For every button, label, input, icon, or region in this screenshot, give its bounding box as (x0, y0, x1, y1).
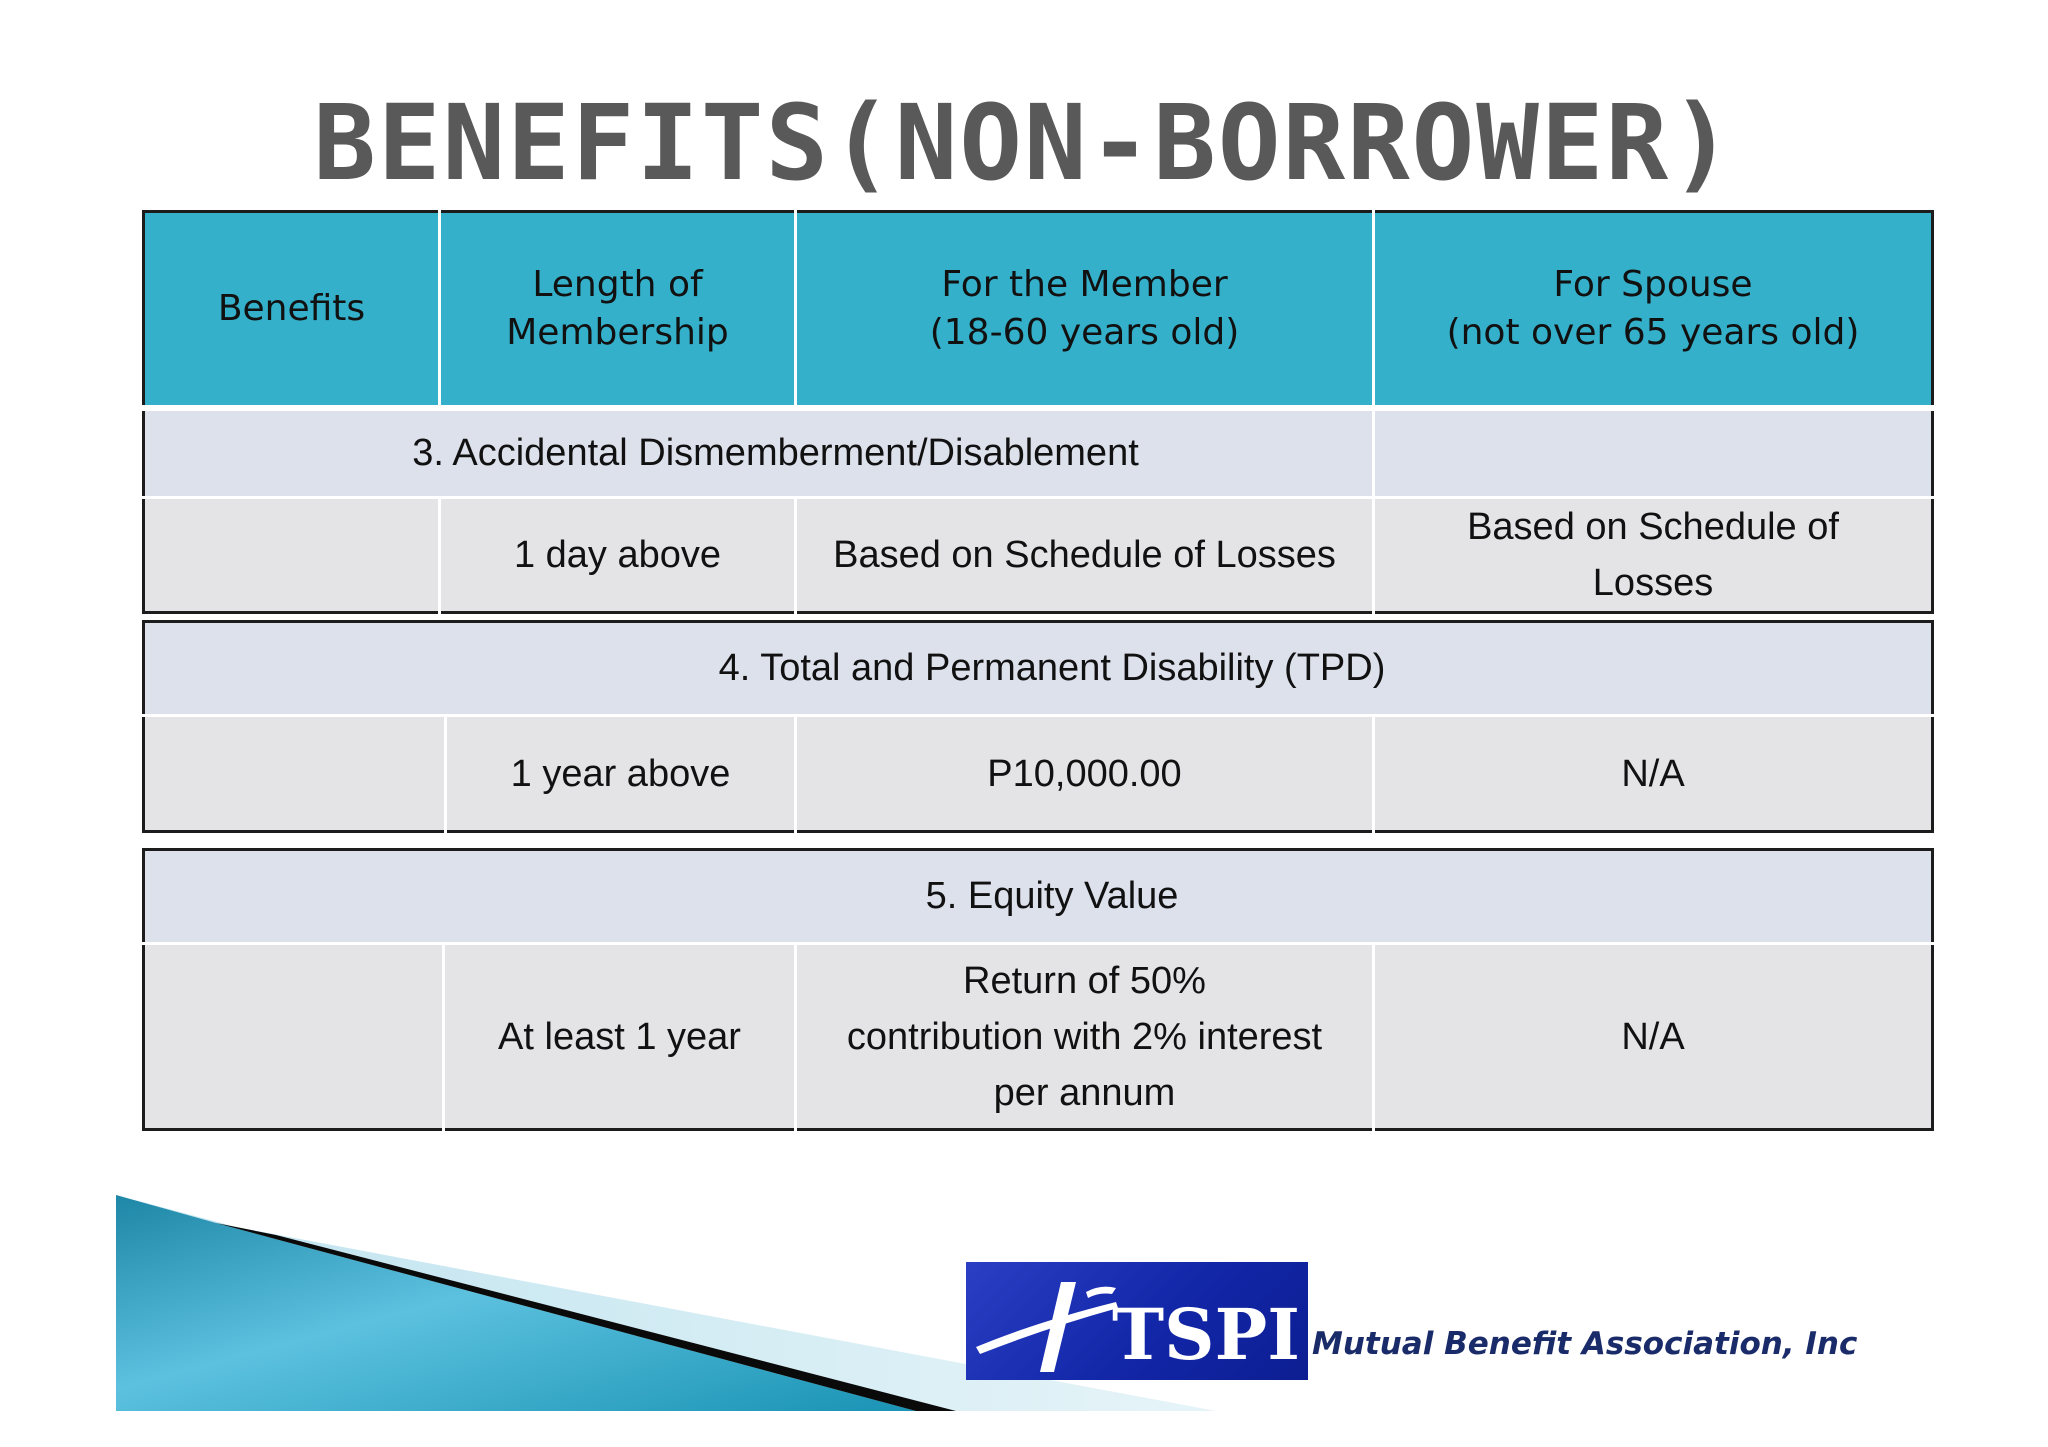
section-row-accidental (144, 408, 1933, 498)
cell-length: 1 day above (440, 498, 796, 613)
cell-spouse: N/A (1374, 716, 1933, 832)
cell-benefits (144, 498, 440, 613)
cell-member: P10,000.00 (796, 716, 1374, 832)
header-for-the-member: For the Member (18-60 years old) (796, 212, 1374, 408)
tspi-logo (966, 1262, 1308, 1380)
table-header-row (144, 212, 1933, 408)
benefits-table-equity-block (142, 848, 1934, 1131)
section-row-equity (144, 850, 1933, 944)
cell-spouse: N/A (1374, 944, 1933, 1130)
detail-row-tpd (144, 716, 1933, 832)
section-spacer (1374, 408, 1933, 498)
benefits-table-tpd-block (142, 620, 1934, 833)
section-label: 5. Equity Value (144, 850, 1933, 944)
slide-title: BENEFITS(NON-BORROWER) (313, 82, 1735, 204)
section-row-tpd (144, 622, 1933, 716)
cell-length: At least 1 year (444, 944, 796, 1130)
organization-name: Mutual Benefit Association, Inc (1312, 1326, 1858, 1362)
benefits-table-header-block (142, 210, 1934, 614)
section-label: 3. Accidental Dismemberment/Disablement (144, 408, 1374, 498)
cell-member: Based on Schedule of Losses (796, 498, 1374, 613)
logo-text: TSPI (1111, 1293, 1300, 1376)
logo-swoosh-icon (966, 1262, 1126, 1380)
header-benefits: Benefits (144, 212, 440, 408)
header-length-of-membership: Length of Membership (440, 212, 796, 408)
cell-spouse: Based on Schedule of Losses (1374, 498, 1933, 613)
cell-benefits (144, 944, 444, 1130)
detail-row-accidental (144, 498, 1933, 613)
cell-benefits (144, 716, 446, 832)
detail-row-equity (144, 944, 1933, 1130)
cell-length: 1 year above (446, 716, 796, 832)
section-label: 4. Total and Permanent Disability (TPD) (144, 622, 1933, 716)
header-for-spouse: For Spouse (not over 65 years old) (1374, 212, 1933, 408)
cell-member: Return of 50% contribution with 2% interest per annum (796, 944, 1374, 1130)
